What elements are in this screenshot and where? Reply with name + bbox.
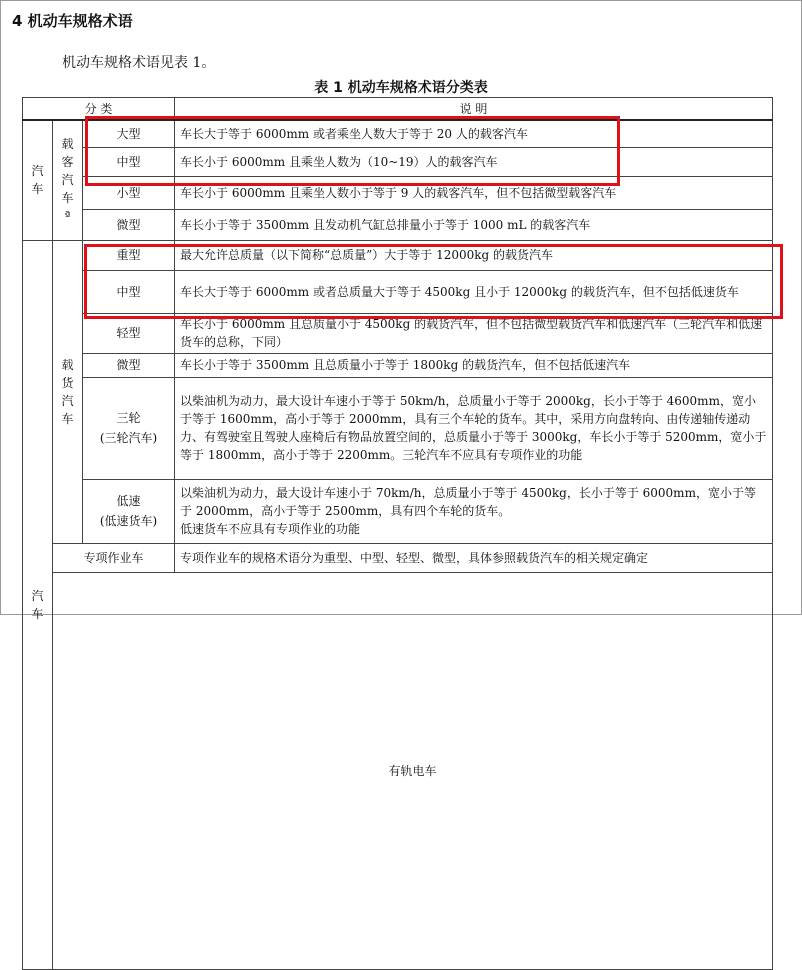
desc-cell: 车长小于 6000mm 且乘坐人数小于等于 9 人的载客汽车，但不包括微型载客汽车 bbox=[175, 176, 773, 209]
type-cell: 重型 bbox=[83, 240, 175, 270]
desc-cell: 专项作业车的规格术语分为重型、中型、轻型、微型，具体参照载货汽车的相关规定确定 bbox=[175, 543, 773, 572]
table-row bbox=[23, 377, 773, 479]
table-caption: 表 1 机动车规格术语分类表 bbox=[314, 80, 488, 96]
table-row bbox=[23, 353, 773, 377]
desc-cell: 以柴油机为动力，最大设计车速小于等于 50km/h，总质量小于等于 2000kg，长小于等于 4600mm，宽小于等于 1600mm，高小于等于 2000mm，具有三个车轮的货车。其中，采用方向盘转向、由传递轴传递动力、有驾驶室且驾驶人座椅后有物品放置空间的，总质量小于等于 3000kg，车长小于等于 5200mm，宽小于等于 1800mm，高小于等于 2200mm。三轮汽车不应具有专项作业的功能 bbox=[175, 377, 773, 479]
desc-cell: 车长大于等于 6000mm 或者乘坐人数大于等于 20 人的载客汽车 bbox=[175, 120, 773, 147]
type-cell: 大型 bbox=[83, 120, 175, 147]
table-row bbox=[23, 270, 773, 313]
table-row bbox=[23, 313, 773, 353]
table-row bbox=[23, 209, 773, 240]
table-row bbox=[23, 176, 773, 209]
type-cell: 三轮 (三轮汽车) bbox=[83, 377, 175, 479]
group-label-truck: 载 货 汽 车 bbox=[53, 240, 83, 543]
description-header: 说 明 bbox=[175, 98, 773, 121]
desc-cell: 车长大于等于 6000mm 或者总质量大于等于 4500kg 且小于 12000kg 的载货汽车，但不包括低速货车 bbox=[175, 270, 773, 313]
type-cell: 小型 bbox=[83, 176, 175, 209]
type-cell: 轻型 bbox=[83, 313, 175, 353]
desc-cell: 最大允许总质量（以下简称“总质量”）大于等于 12000kg 的载货汽车 bbox=[175, 240, 773, 270]
desc-cell: 以柴油机为动力，最大设计车速小于 70km/h，总质量小于等于 4500kg，长小于等于 6000mm，宽小于等于 2000mm，高小于等于 2500mm，具有四个车轮的货车。 低速货车不应具有专项作业的功能 bbox=[175, 479, 773, 543]
desc-cell: 车长小于等于 3500mm 且发动机气缸总排量小于等于 1000 mL 的载客汽车 bbox=[175, 209, 773, 240]
group-label-car: 汽 车 bbox=[23, 120, 53, 240]
vehicle-spec-table bbox=[22, 97, 773, 970]
desc-cell: 车长小于 6000mm 且总质量小于 4500kg 的载货汽车，但不包括微型载货汽车和低速汽车（三轮汽车和低速货车的总称，下同） bbox=[175, 313, 773, 353]
group-label-passenger: 载 客 汽 车 ª bbox=[53, 120, 83, 240]
type-cell: 中型 bbox=[83, 270, 175, 313]
intro-text: 机动车规格术语见表 1。 bbox=[62, 55, 216, 71]
type-cell: 有轨电车 bbox=[53, 572, 773, 969]
header-row bbox=[23, 98, 773, 121]
table-row bbox=[23, 240, 773, 270]
type-cell: 微型 bbox=[83, 209, 175, 240]
table-row bbox=[23, 479, 773, 543]
table-row bbox=[23, 147, 773, 176]
desc-cell: 车长小于 6000mm 且乘坐人数为（10~19）人的载客汽车 bbox=[175, 147, 773, 176]
section-title: 4 机动车规格术语 bbox=[12, 12, 133, 30]
type-cell: 微型 bbox=[83, 353, 175, 377]
table-row bbox=[23, 543, 773, 572]
type-cell: 中型 bbox=[83, 147, 175, 176]
category-header: 分 类 bbox=[23, 98, 175, 121]
desc-cell: 车长小于等于 3500mm 且总质量小于等于 1800kg 的载货汽车，但不包括低速汽车 bbox=[175, 353, 773, 377]
type-cell: 低速 (低速货车) bbox=[83, 479, 175, 543]
group-label-truck-car: 汽 车 bbox=[23, 240, 53, 969]
type-cell: 专项作业车 bbox=[53, 543, 175, 572]
table-row bbox=[23, 572, 773, 969]
table-row bbox=[23, 120, 773, 147]
